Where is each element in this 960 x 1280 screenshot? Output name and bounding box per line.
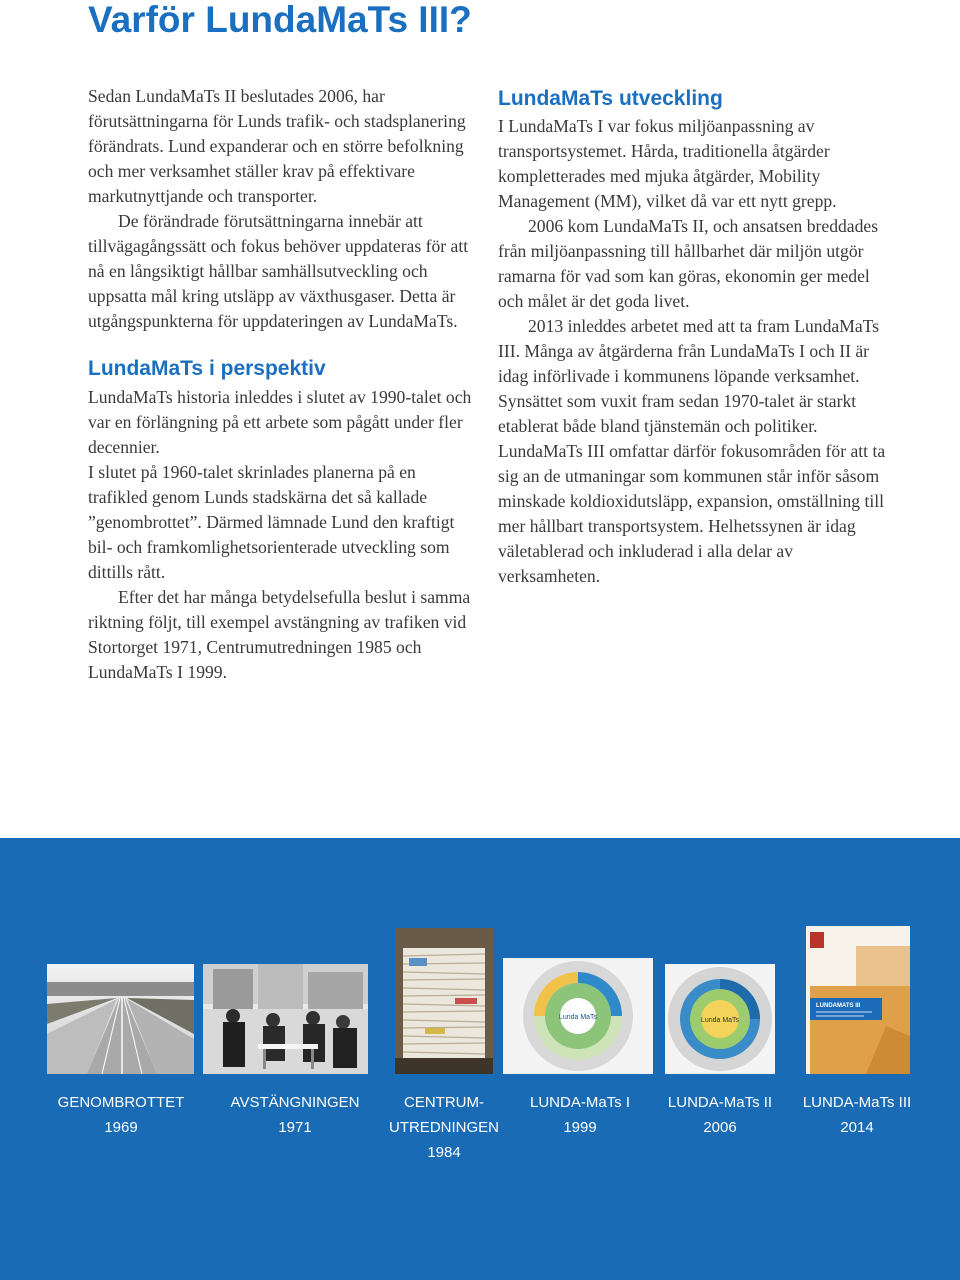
timeline-year: 2014 xyxy=(840,1119,874,1136)
timeline-item-avstangningen xyxy=(220,1090,370,1140)
perspective-heading: LundaMaTs i perspektiv xyxy=(88,357,326,380)
timeline-year: 1971 xyxy=(278,1119,312,1136)
centrumutredningen-photo xyxy=(395,928,493,1074)
stortorget-photo xyxy=(203,964,368,1074)
development-paragraph-1: I LundaMaTs I var fokus miljöanpassning av transportsystemet. Hårda, traditionella åtgärder kompletterades med mjuka åtgärder, Mobility Management (MM), vilket då var ett nytt grepp. xyxy=(498,116,837,211)
perspective-paragraph-1: LundaMaTs historia inleddes i slutet av 1990-talet och var en förlängning på ett arbete som pågått under fler decennier. xyxy=(88,387,472,457)
lm3-cover-title: LUNDAMATS III xyxy=(816,1003,861,1009)
timeline-item-centrumutredningen xyxy=(369,1090,519,1165)
timeline-label: GENOMBROTTET xyxy=(57,1094,185,1111)
lundamats-2-diagram xyxy=(665,964,775,1074)
timeline-label: LUNDA-MaTs II xyxy=(667,1094,773,1111)
perspective-paragraph-2: I slutet på 1960-talet skrinlades planerna på en trafikled genom Lunds stadskärna det så kallade ”genombrottet”. Därmed lämnade Lund den kraftigt bil- och framkomlighetsorienterade utveckling som dittills rått. xyxy=(88,462,455,582)
timeline-label-line-2: UTREDNINGEN xyxy=(388,1119,499,1136)
timeline-label: LUNDA-MaTs III xyxy=(802,1094,912,1111)
lundamats-3-cover xyxy=(806,926,910,1074)
perspective-paragraph-3: Efter det har många betydelsefulla beslut i samma riktning följt, till exempel avstängning av trafiken vid Stortorget 1971, Centrumutredningen 1985 och LundaMaTs I 1999. xyxy=(88,587,471,682)
intro-paragraph-2: De förändrade förutsättningarna innebär att tillvägagångssätt och fokus behöver uppdateras för att nå en långsiktigt hållbar samhällsutveckling och uppsatta mål kring utsläpp av växthusgaser. Detta är utgångspunkterna för uppdateringen av LundaMaTs. xyxy=(88,211,469,331)
timeline-label: LUNDA-MaTs I xyxy=(529,1094,630,1111)
lm1-center-text: Lunda MaTs xyxy=(558,1014,598,1021)
intro-paragraph-1: Sedan LundaMaTs II beslutades 2006, har förutsättningarna för Lunds trafik- och stadsplanering förändrats. Lund expanderar och en större befolkning och mer verksamhet ställer krav på effektivare markutnyttjande och transporter. xyxy=(88,86,466,206)
timeline-year: 1999 xyxy=(563,1119,597,1136)
page-title: Varför LundaMaTs III? xyxy=(88,0,472,40)
timeline-band xyxy=(0,838,960,1280)
development-paragraph-2: 2006 kom LundaMaTs II, och ansatsen breddades från miljöanpassning till hållbarhet där miljön utgör ramarna för vad som kan göras, ekonomin ger medel och målet är det goda livet. xyxy=(498,216,879,311)
timeline-item-lundamats-2 xyxy=(645,1090,795,1140)
timeline-item-lundamats-1 xyxy=(505,1090,655,1140)
development-heading: LundaMaTs utveckling xyxy=(498,87,723,110)
timeline-label: CENTRUM- xyxy=(404,1094,484,1111)
left-column xyxy=(88,84,473,685)
development-paragraph-3: 2013 inleddes arbetet med att ta fram LundaMaTs III. Många av åtgärderna från LundaMaTs I och II är idag införlivade i kommunens löpande verksamhet. Synsättet som vuxit fram sedan 1970-talet är starkt etablerat både bland tjänstemän och politiker. LundaMaTs III omfattar därför fokusområden för att ta sig an de utmaningar som kommunen står inför såsom minskade koldioxidutsläpp, expansion, omställning till mer hållbart transportsystem. Helhetssynen är idag väletablerad och inkluderad i alla delar av verksamheten. xyxy=(498,316,886,586)
right-column xyxy=(498,84,888,589)
timeline-item-lundamats-3 xyxy=(782,1090,932,1140)
timeline-year: 2006 xyxy=(703,1119,737,1136)
timeline-label: AVSTÄNGNINGEN xyxy=(230,1094,360,1111)
lundamats-1-diagram xyxy=(503,958,653,1074)
timeline-year: 1984 xyxy=(427,1144,461,1161)
timeline-year: 1969 xyxy=(104,1119,138,1136)
timeline-item-genombrottet xyxy=(46,1090,196,1140)
highway-photo xyxy=(47,964,194,1074)
lm2-center-text: Lunda MaTs xyxy=(700,1017,740,1024)
